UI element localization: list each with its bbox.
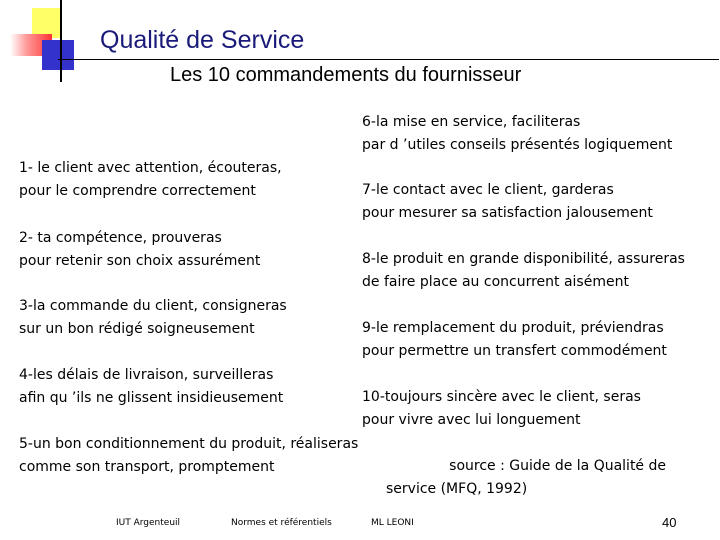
- commandment-line: 3-la commande du client, consigneras: [19, 298, 287, 314]
- commandment-line: 4-les délais de livraison, surveilleras: [19, 367, 274, 383]
- commandment-line: pour le comprendre correctement: [19, 183, 256, 199]
- slide-title: Qualité de Service: [100, 26, 305, 54]
- commandment-line: 9-le remplacement du produit, préviendras: [362, 320, 664, 336]
- commandment-line: 5-un bon conditionnement du produit, réaliseras: [19, 436, 359, 452]
- commandment-line: 1- le client avec attention, écouteras,: [19, 160, 282, 176]
- commandment-9: [362, 317, 667, 363]
- commandment-line: comme son transport, promptement: [19, 459, 275, 475]
- commandment-line: pour retenir son choix assurément: [19, 253, 261, 269]
- slide-logo: [0, 0, 100, 90]
- commandment-line: pour permettre un transfert commodément: [362, 343, 667, 359]
- commandment-line: 10-toujours sincère avec le client, seras: [362, 389, 641, 405]
- commandment-4: [19, 364, 283, 410]
- commandment-line: par d ’utiles conseils présentés logiquement: [362, 137, 673, 153]
- source-line: service (MFQ, 1992): [386, 481, 528, 497]
- source-note: [386, 455, 666, 501]
- commandment-3: [19, 295, 287, 341]
- footer-center: Normes et référentiels: [231, 518, 332, 528]
- source-line: source : Guide de la Qualité de: [449, 458, 666, 474]
- logo-blue-square: [42, 40, 74, 70]
- commandment-line: 8-le produit en grande disponibilité, assureras: [362, 251, 685, 267]
- commandment-line: pour mesurer sa satisfaction jalousement: [362, 205, 653, 221]
- commandment-line: 7-le contact avec le client, garderas: [362, 182, 614, 198]
- commandment-line: sur un bon rédigé soigneusement: [19, 321, 255, 337]
- title-rule: [58, 59, 719, 60]
- commandment-line: pour vivre avec lui longuement: [362, 412, 581, 428]
- footer-left: IUT Argenteuil: [116, 518, 181, 528]
- commandment-line: 6-la mise en service, faciliteras: [362, 114, 581, 130]
- commandment-5: [19, 433, 358, 479]
- commandment-6: [362, 111, 672, 157]
- commandment-8: [362, 248, 685, 294]
- logo-vertical-line: [60, 0, 62, 82]
- slide-subtitle: Les 10 commandements du fournisseur: [170, 64, 522, 86]
- commandment-1: [19, 157, 282, 203]
- commandment-line: afin qu ’ils ne glissent insidieusement: [19, 390, 284, 406]
- page-number: 40: [662, 515, 677, 530]
- commandment-line: de faire place au concurrent aisément: [362, 274, 629, 290]
- commandment-2: [19, 227, 260, 273]
- commandment-7: [362, 179, 653, 225]
- footer-right: ML LEONI: [371, 518, 414, 528]
- commandment-line: 2- ta compétence, prouveras: [19, 230, 222, 246]
- commandment-10: [362, 386, 641, 432]
